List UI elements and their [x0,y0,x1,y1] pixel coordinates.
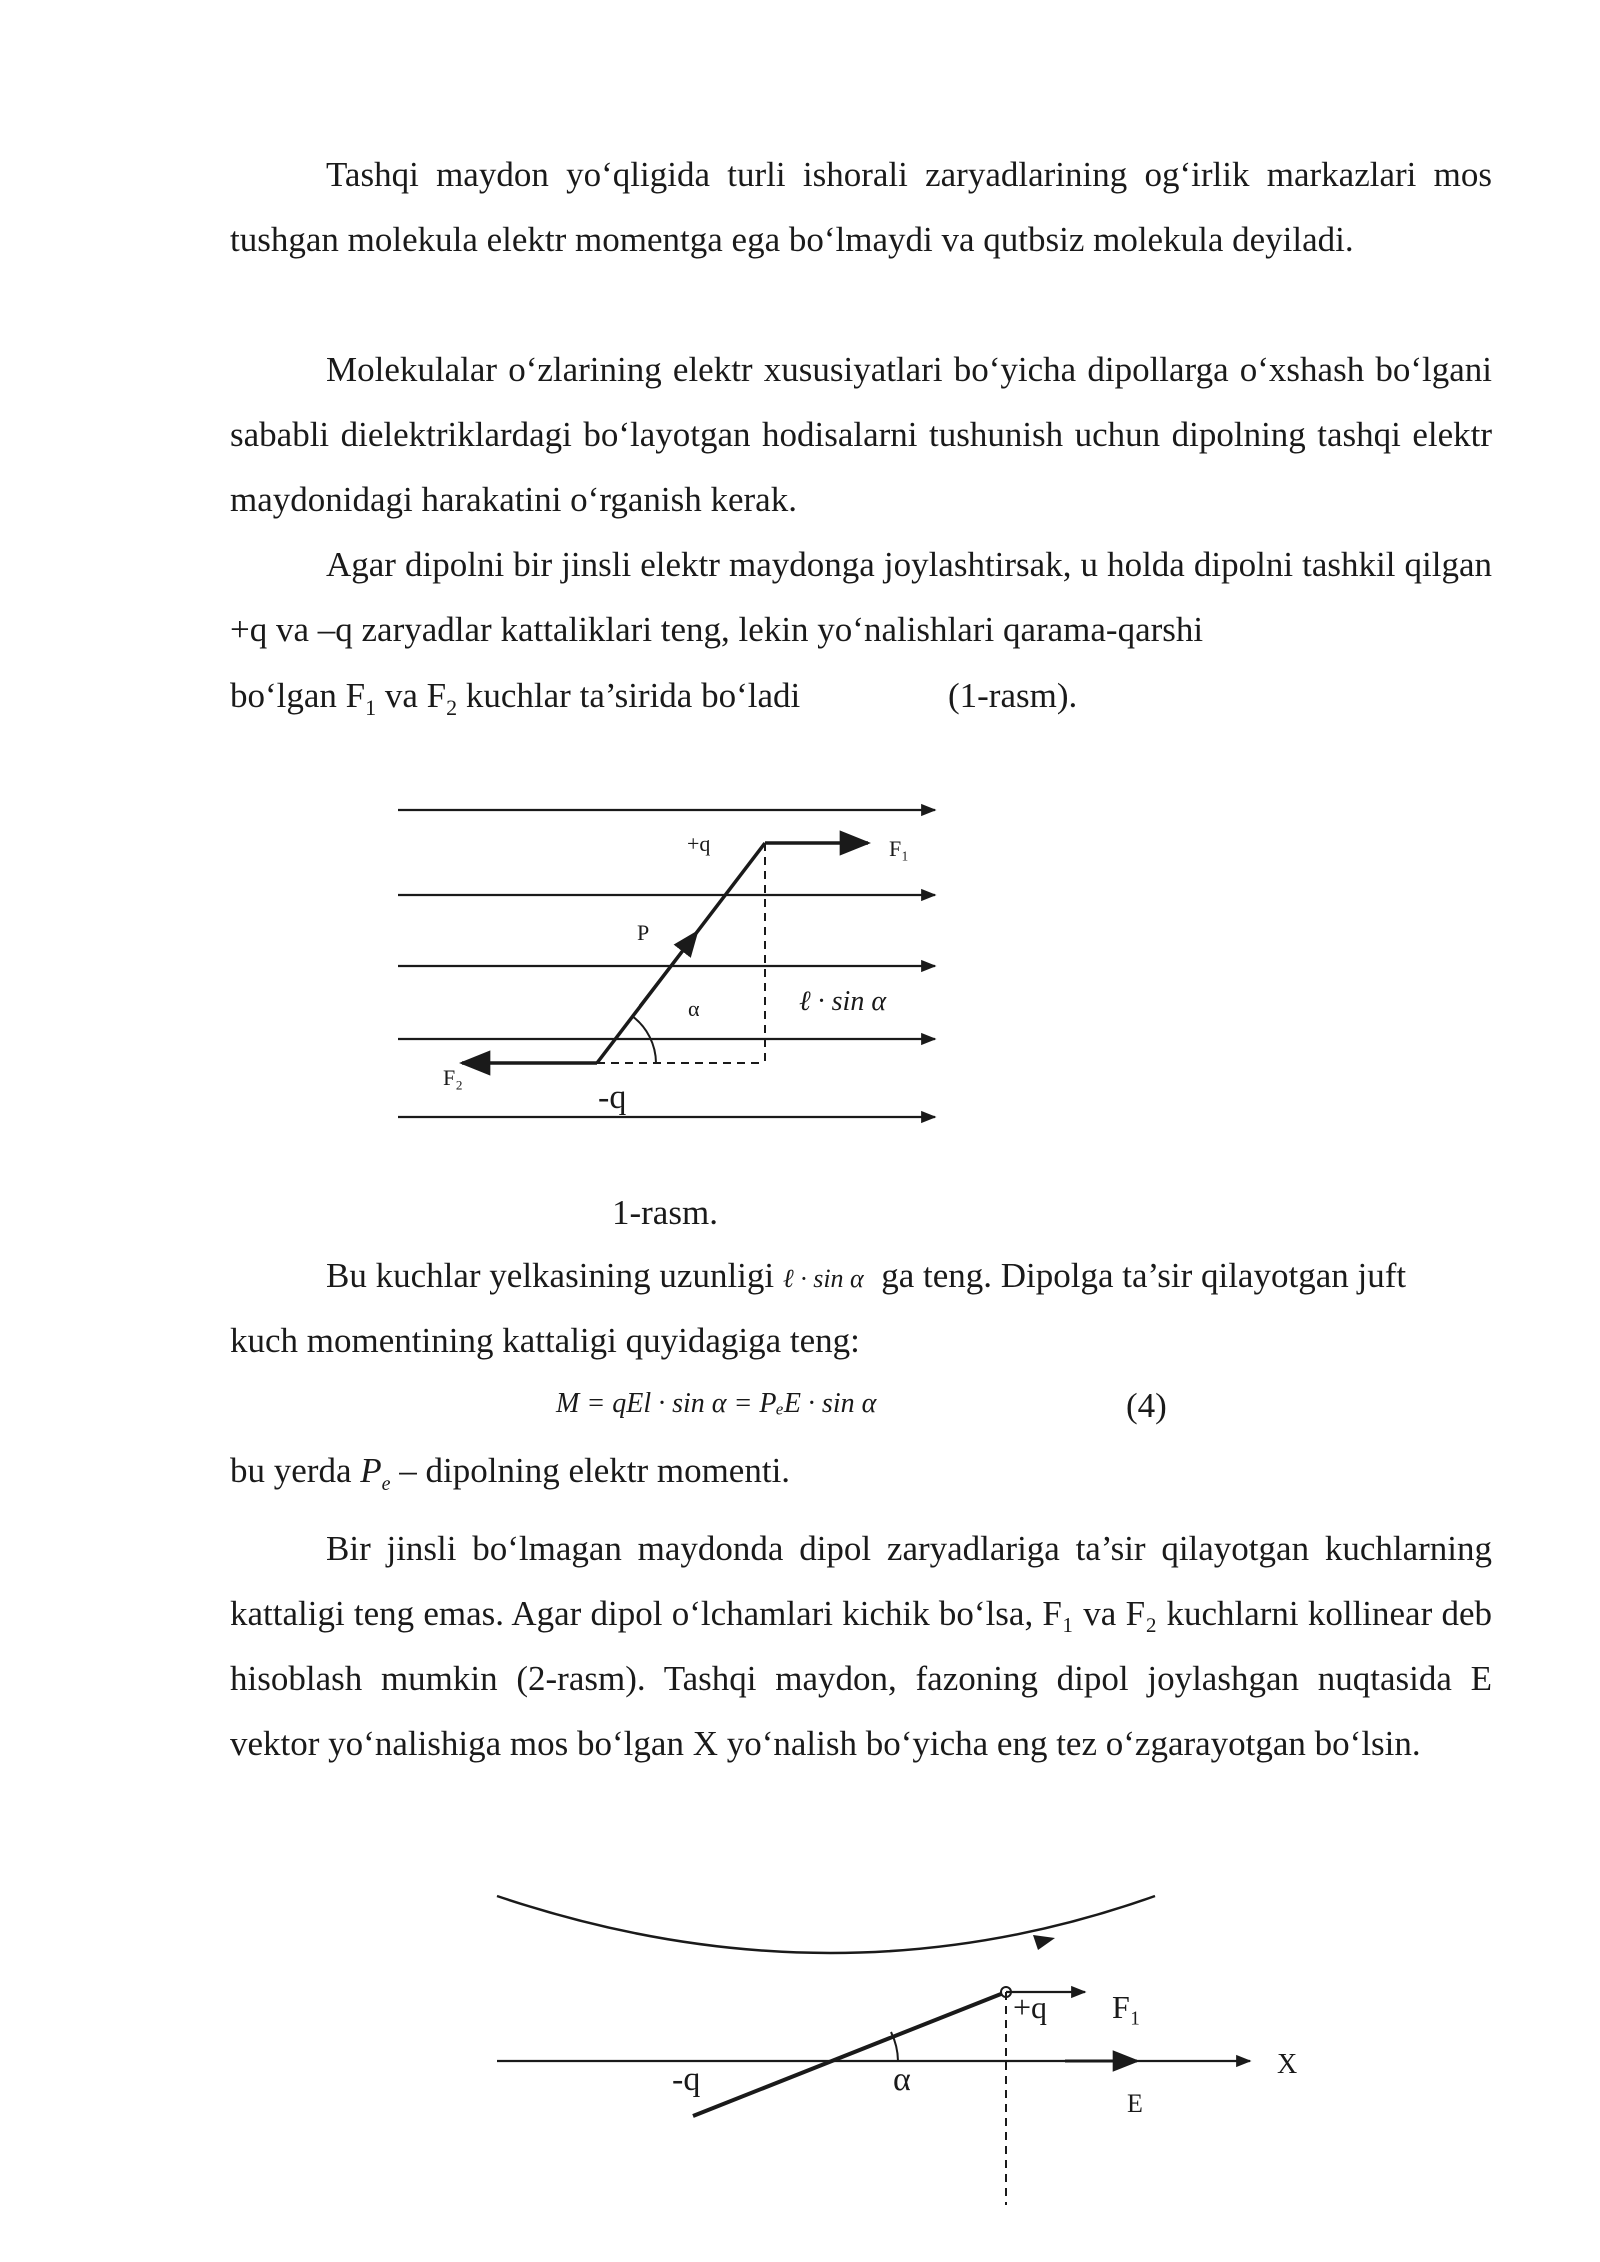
fig1-minus-q: -q [598,1079,627,1116]
formula-number: (4) [1126,1386,1167,1425]
paragraph-2-text: Molekulalar o‘zlarining elektr xususiyatlari bo‘yicha dipollarga o‘xshash bo‘lgani sababli dielektriklardagi bo‘layotgan hodisalarni tushunish uchun dipolning tashqi elektr maydonidagi harakatini o‘rganish kerak. [230,350,1492,519]
inline-lever-math: ℓ · sin α [782,1264,864,1293]
fig1-f1: F₁ [889,836,909,861]
curve-arrowhead [1033,1935,1055,1950]
paragraph-6-text: Bir jinsli bo‘lmagan maydonda dipol zaryadlariga ta’sir qilayotgan kuchlarning kattaligi teng emas. Agar dipol o‘lchamlari kichik bo‘lsa, F₁ va F₂ kuchlarni kollinear deb hisoblash mumkin (2-rasm). Tashqi maydon, fazoning dipol joylashgan nuqtasida E vektor yo‘nalishiga mos bo‘lgan X yo‘nalish bo‘yicha eng tez o‘zgarayotgan bo‘lsin. [230,1529,1492,1763]
paragraph-3-text: Agar dipolni bir jinsli elektr maydonga joylashtirsak, u holda dipolni tashkil qilgan +q va –q zaryadlar kattaliklari teng, lekin yo‘nalishlari qarama-qarshi [230,545,1492,649]
paragraph-1-text: Tashqi maydon yo‘qligida turli ishorali zaryadlarining og‘irlik markazlari mos tushgan molekula elektr momentga ega bo‘lmaydi va qutbsiz molekula deyiladi. [230,155,1492,259]
fig1-alpha: α [688,996,700,1021]
fig1-p: P [637,920,650,945]
fig2-f1: F₁ [1112,1989,1141,2025]
dipole-line [693,1992,1006,2116]
fig2-x: X [1277,2049,1298,2080]
figure-1-reference: (1-rasm). [948,676,1078,715]
fig2-alpha: α [893,2061,911,2098]
paragraph-5: bu yerda $P_e$ – dipolning elektr momenti. [230,1451,791,1495]
fig2-minus-q: -q [672,2061,701,2098]
formula-4: M = qEl · sin α = PₑE · sin α [556,1388,877,1419]
curved-field-line [497,1896,1155,1953]
paragraph-4-line-2: kuch momentining kattaligi quyidagiga teng: [230,1321,860,1360]
fig2-e: E [1127,2089,1143,2118]
fig1-plus-q: +q [687,831,711,856]
fig2-plus-q: +q [1013,1989,1048,2025]
figure-1-caption: 1-rasm. [612,1193,718,1232]
paragraph-4-line-1: Bu kuchlar yelkasining uzunligi ℓ · sin α ga teng. Dipolga ta’sir qilayotgan juft [326,1256,1407,1295]
paragraph-3-last-line: bo‘lgan $F_1$ va $F_2$ kuchlar ta’sirida bo‘ladi [230,676,801,720]
fig1-f2: F₂ [443,1065,463,1090]
fig1-lever: ℓ · sin α [799,986,887,1017]
